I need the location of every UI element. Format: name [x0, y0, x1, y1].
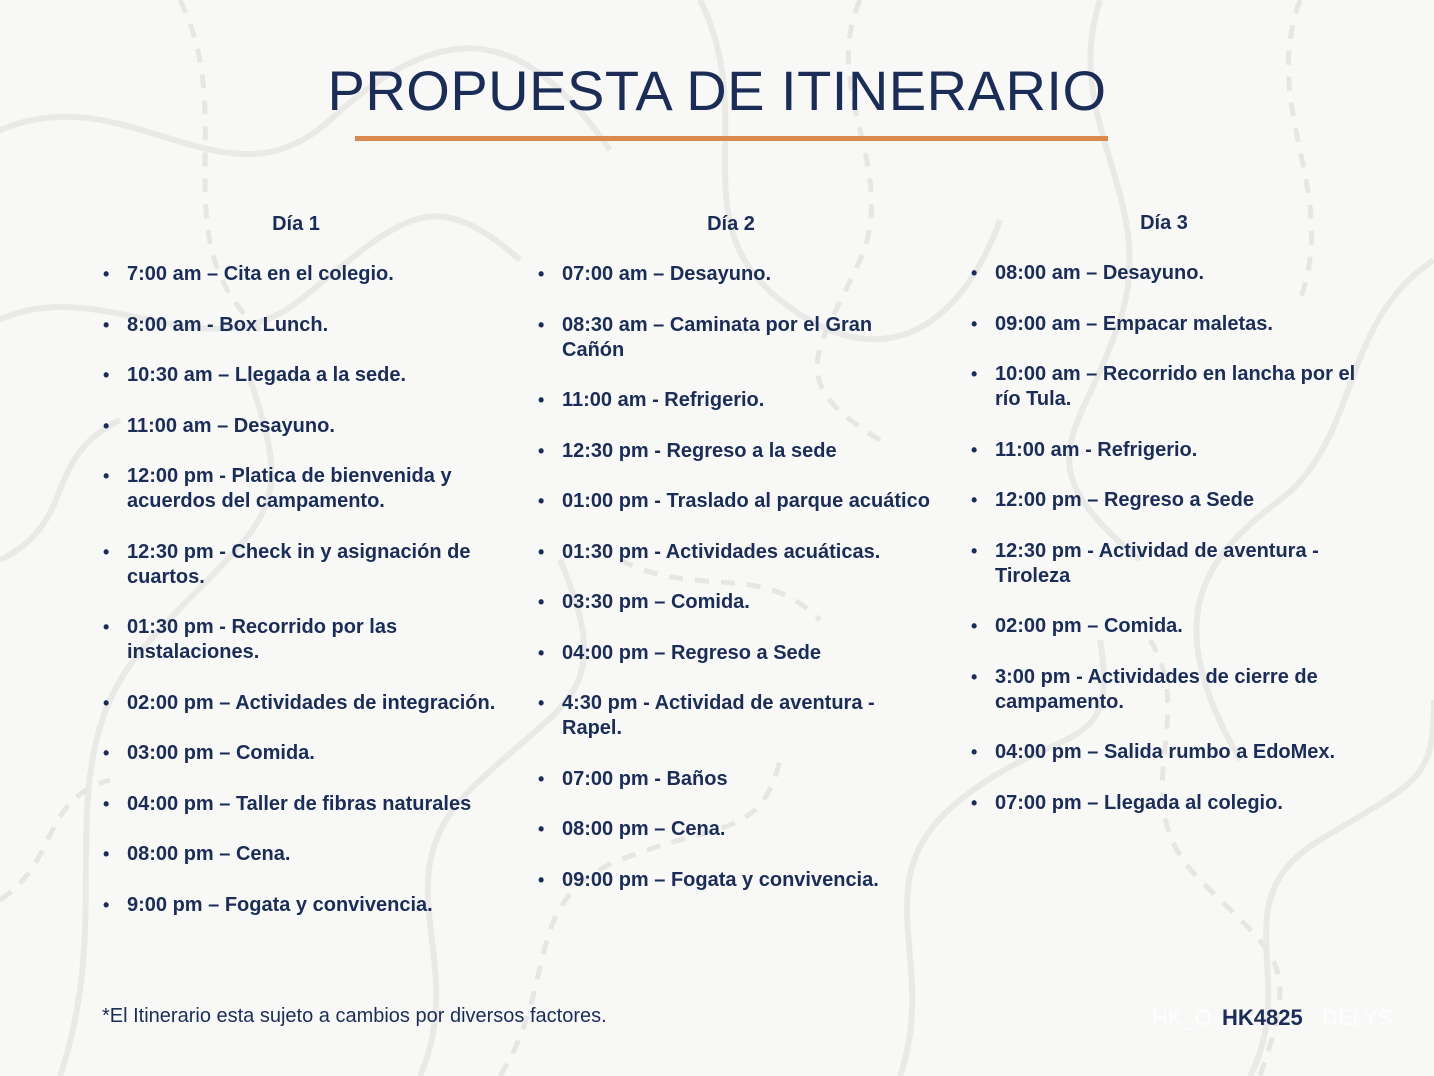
- list-item: • 11:00 am - Refrigerio.: [968, 438, 1373, 463]
- list-item: • 04:00 pm – Salida rumbo a EdoMex.: [968, 740, 1373, 765]
- day-2-list: [535, 262, 935, 893]
- list-item: • 03:30 pm – Comida.: [535, 590, 935, 615]
- day-3-list: [968, 261, 1373, 816]
- list-item: • 07:00 pm – Llegada al colegio.: [968, 791, 1373, 816]
- list-item: • 11:00 am - Refrigerio.: [535, 388, 935, 413]
- list-item: • 01:30 pm - Recorrido por las instalaciones.: [100, 615, 505, 665]
- list-item: • 4:30 pm - Actividad de aventura - Rapel.: [535, 691, 935, 741]
- watermark-text-right: DELYS: [1322, 1005, 1393, 1030]
- list-item: • 08:30 am – Caminata por el Gran Cañón: [535, 313, 935, 363]
- day-3-column: [968, 209, 1373, 841]
- list-item: • 10:00 am – Recorrido en lancha por el río Tula.: [968, 362, 1373, 412]
- list-item: • 8:00 am - Box Lunch.: [100, 313, 505, 338]
- list-item: • 07:00 am – Desayuno.: [535, 262, 935, 287]
- day-1-list: [100, 262, 505, 918]
- list-item: • 03:00 pm – Comida.: [100, 741, 505, 766]
- day-2-heading: Día 2: [707, 213, 755, 235]
- page-title: PROPUESTA DE ITINERARIO: [327, 59, 1107, 122]
- disclaimer-footnote: *El Itinerario esta sujeto a cambios por diversos factores.: [102, 1005, 607, 1027]
- day-3-heading: Día 3: [1140, 212, 1188, 234]
- list-item: • 9:00 pm – Fogata y convivencia.: [100, 893, 505, 918]
- list-item: • 09:00 pm – Fogata y convivencia.: [535, 868, 935, 893]
- list-item: • 01:00 pm - Traslado al parque acuático: [535, 489, 935, 514]
- list-item: • 02:00 pm – Actividades de integración.: [100, 691, 505, 716]
- reference-code: HK4825: [1222, 1005, 1303, 1030]
- title-underline: [355, 136, 1108, 141]
- list-item: • 09:00 am – Empacar maletas.: [968, 312, 1373, 337]
- list-item: • 12:30 pm - Check in y asignación de cuartos.: [100, 540, 505, 590]
- list-item: • 07:00 pm - Baños: [535, 767, 935, 792]
- list-item: • 12:00 pm – Regreso a Sede: [968, 488, 1373, 513]
- list-item: • 10:30 am – Llegada a la sede.: [100, 363, 505, 388]
- list-item: • 04:00 pm – Regreso a Sede: [535, 641, 935, 666]
- list-item: • 08:00 pm – Cena.: [535, 817, 935, 842]
- list-item: • 08:00 pm – Cena.: [100, 842, 505, 867]
- watermark-text-left: HK_O: [1152, 1005, 1212, 1030]
- list-item: • 11:00 am – Desayuno.: [100, 414, 505, 439]
- day-2-column: [535, 210, 935, 918]
- list-item: • 02:00 pm – Comida.: [968, 614, 1373, 639]
- list-item: • 12:30 pm - Actividad de aventura - Tiroleza: [968, 539, 1373, 589]
- list-item: • 04:00 pm – Taller de fibras naturales: [100, 792, 505, 817]
- day-1-heading: Día 1: [272, 213, 320, 235]
- day-1-column: [100, 210, 505, 943]
- list-item: • 12:30 pm - Regreso a la sede: [535, 439, 935, 464]
- list-item: • 3:00 pm - Actividades de cierre de campamento.: [968, 665, 1373, 715]
- list-item: • 12:00 pm - Platica de bienvenida y acuerdos del campamento.: [100, 464, 505, 514]
- list-item: • 7:00 am – Cita en el colegio.: [100, 262, 505, 287]
- list-item: • 08:00 am – Desayuno.: [968, 261, 1373, 286]
- list-item: • 01:30 pm - Actividades acuáticas.: [535, 540, 935, 565]
